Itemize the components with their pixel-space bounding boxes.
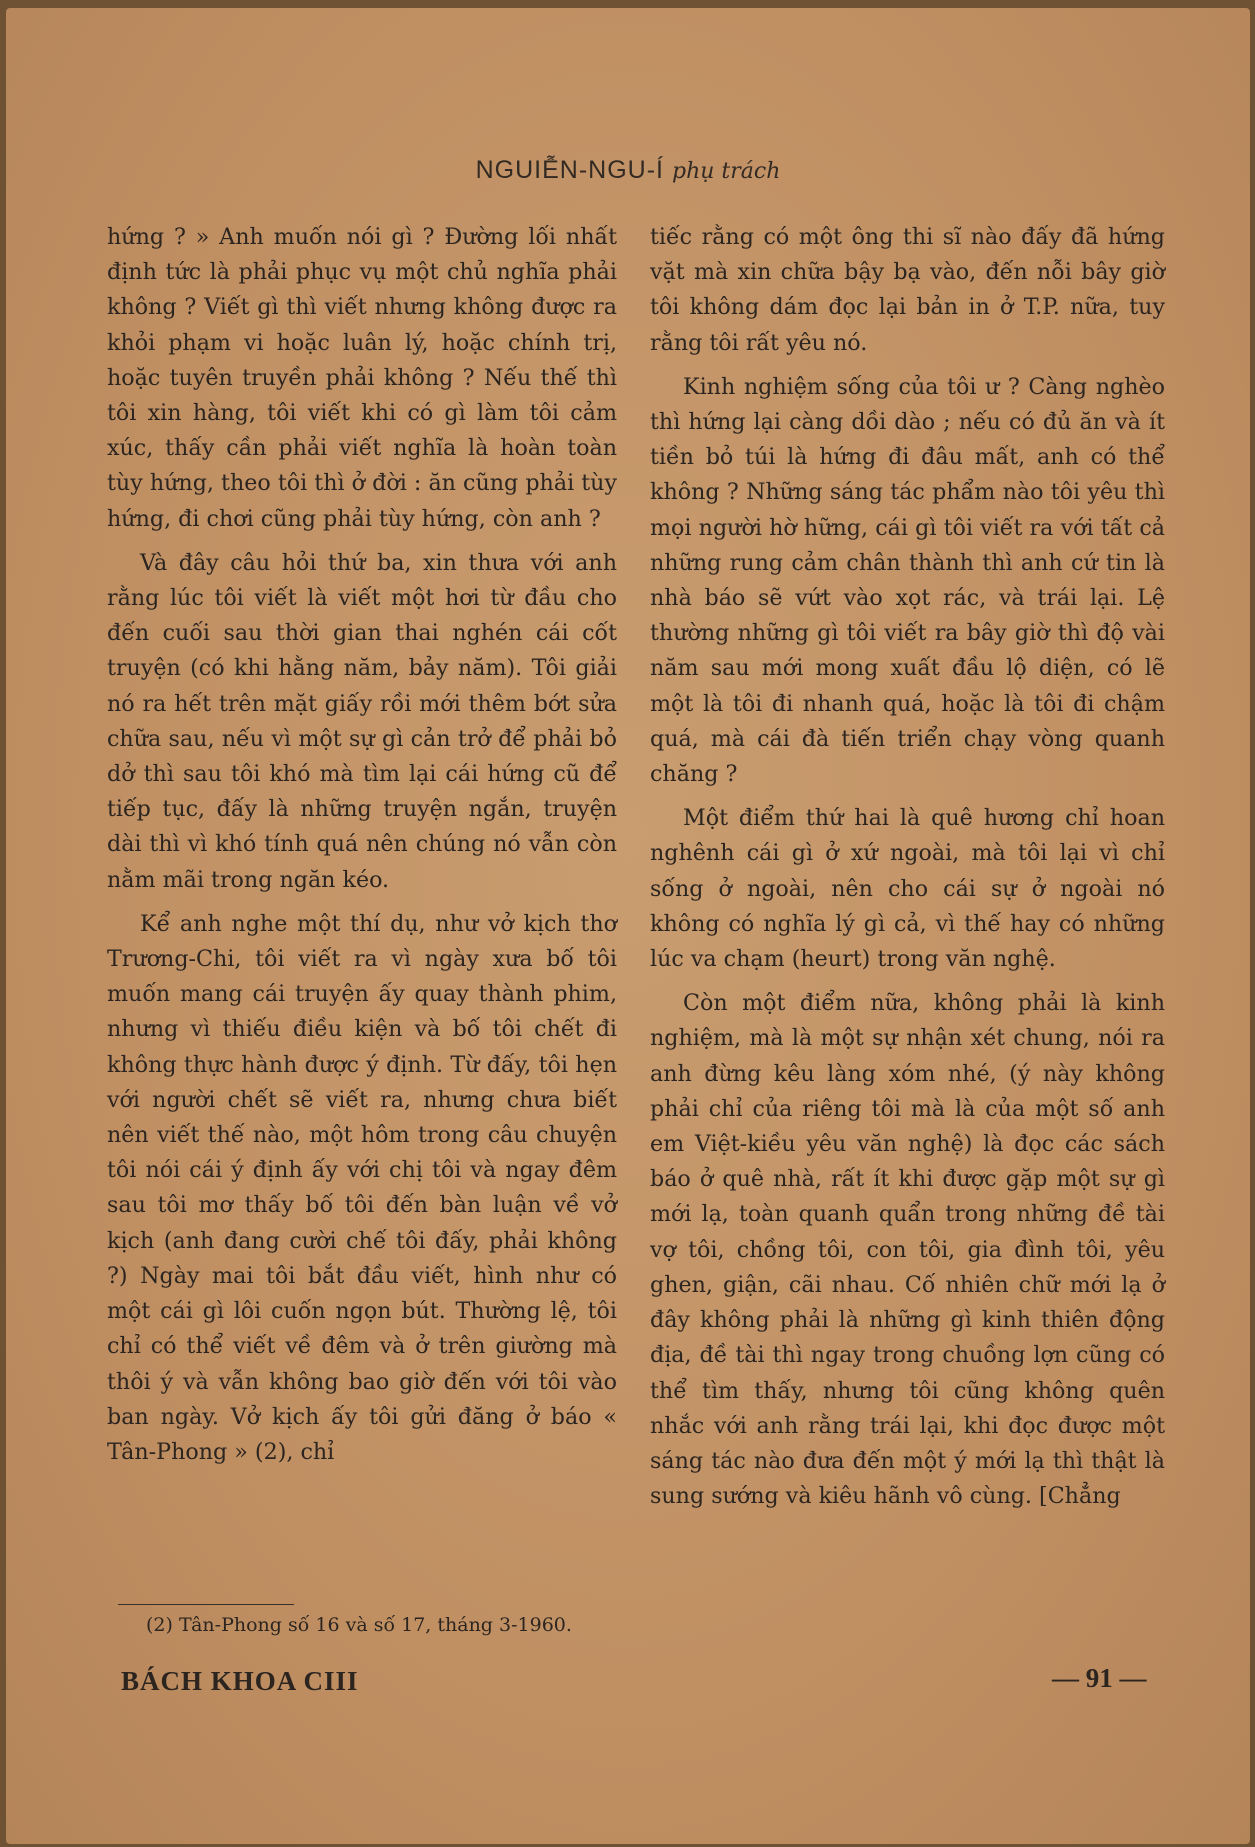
footer-magazine-title: BÁCH KHOA CIII [121, 1666, 359, 1696]
right-paragraph-4: Còn một điểm nữa, không phải là kinh nghiệm, mà là một sự nhận xét chung, nói ra anh đừng kêu làng xóm nhé, (ý này không phải chỉ của riêng tôi mà là của một số anh em Việt-kiều yêu văn nghệ) là đọc các sách báo ở quê nhà, rất ít khi được gặp một sự gì mới lạ, toàn quanh quẩn trong những đề tài vợ tôi, chồng tôi, con tôi, gia đình tôi, yêu ghen, giận, cãi nhau. Cố nhiên chữ mới lạ ở đây không phải là những gì kinh thiên động địa, đề tài thì ngay trong chuồng lợn cũng có thể tìm thấy, nhưng tôi cũng không quên nhắc với anh rằng trái lại, khi đọc được một sáng tác nào đưa đến một ý mới lạ thì thật là sung sướng và kiêu hãnh vô cùng. [Chẳng [650, 990, 1165, 1510]
right-column [650, 220, 1165, 1514]
left-column [107, 220, 617, 1470]
footnote: (2) Tân-Phong số 16 và số 17, tháng 3-1960. [146, 1614, 572, 1636]
right-paragraph-3: Một điểm thứ hai là quê hương chỉ hoan nghênh cái gì ở xứ ngoài, mà tôi lại vì chỉ sống ở ngoài, nên cho cái sự ở ngoài nó không có nghĩa lý gì cả, vì thế hay có những lúc va chạm (heurt) trong văn nghệ. [650, 805, 1165, 973]
page [6, 8, 1250, 1844]
header-role: phụ trách [672, 159, 781, 184]
footnote-divider [118, 1604, 294, 1605]
right-paragraph-2: Kinh nghiệm sống của tôi ư ? Càng nghèo thì hứng lại càng dồi dào ; nếu có đủ ăn và ít tiền bỏ túi là hứng đi đâu mất, anh có thể không ? Những sáng tác phẩm nào tôi yêu thì mọi người hờ hững, cái gì tôi viết ra với tất cả những rung cảm chân thành thì anh cứ tin là nhà báo sẽ vứt vào xọt rác, và trái lại. Lệ thường những gì tôi viết ra bây giờ thì độ vài năm sau mới mong xuất đầu lộ diện, có lẽ một là tôi đi nhanh quá, hoặc là tôi đi chậm quá, mà cái đà tiến triển chạy vòng quanh chăng ? [650, 373, 1165, 788]
left-paragraph-3: Kể anh nghe một thí dụ, như vở kịch thơ Trương-Chi, tôi viết ra vì ngày xưa bố tôi muốn mang cái truyện ấy quay thành phim, nhưng vì thiếu điều kiện và bố tôi chết đi không thực hành được ý định. Từ đấy, tôi hẹn với người chết sẽ viết ra, nhưng chưa biết nên viết thế nào, một hôm trong câu chuyện tôi nói cái ý định ấy với chị tôi và ngay đêm sau tôi mơ thấy bố tôi đến bàn luận về vở kịch (anh đang cười chế tôi đấy, phải không ?) Ngày mai tôi bắt đầu viết, hình như có một cái gì lôi cuốn ngọn bút. Thường lệ, tôi chỉ có thể viết về đêm và ở trên giường mà thôi ý và vẫn không bao giờ đến với tôi vào ban ngày. Vở kịch ấy tôi gửi đăng ở báo « Tân-Phong » (2), chỉ [107, 910, 617, 1465]
left-paragraph-2: Và đây câu hỏi thứ ba, xin thưa với anh rằng lúc tôi viết là viết một hơi từ đầu cho đến cuối sau thời gian thai nghén cái cốt truyện (có khi hằng năm, bảy năm). Tôi giải nó ra hết trên mặt giấy rồi mới thêm bớt sửa chữa sau, nếu vì một sự gì cản trở để phải bỏ dở thì sau tôi khó mà tìm lại cái hứng cũ để tiếp tục, đấy là những truyện ngắn, truyện dài thì vì khó tính quá nên chúng nó vẫn còn nằm mãi trong ngăn kéo. [107, 549, 617, 893]
header-author: NGUIỄN-NGU-Í [475, 156, 664, 184]
right-paragraph-1: tiếc rằng có một ông thi sĩ nào đấy đã hứng vặt mà xin chữa bậy bạ vào, đến nỗi bây giờ tôi không dám đọc lại bản in ở T.P. nữa, tuy rằng tôi rất yêu nó. [650, 224, 1165, 356]
page-header [6, 156, 1250, 185]
footer-page-number: — 91 — [1052, 1663, 1147, 1693]
left-paragraph-1: hứng ? » Anh muốn nói gì ? Đường lối nhất định tức là phải phục vụ một chủ nghĩa phải không ? Viết gì thì viết nhưng không được ra khỏi phạm vi hoặc luân lý, hoặc chính trị, hoặc tuyên truyền phải không ? Nếu thế thì tôi xin hàng, tôi viết khi có gì làm tôi cảm xúc, thấy cần phải viết nghĩa là hoàn toàn tùy hứng, theo tôi thì ở đời : ăn cũng phải tùy hứng, đi chơi cũng phải tùy hứng, còn anh ? [107, 224, 617, 532]
